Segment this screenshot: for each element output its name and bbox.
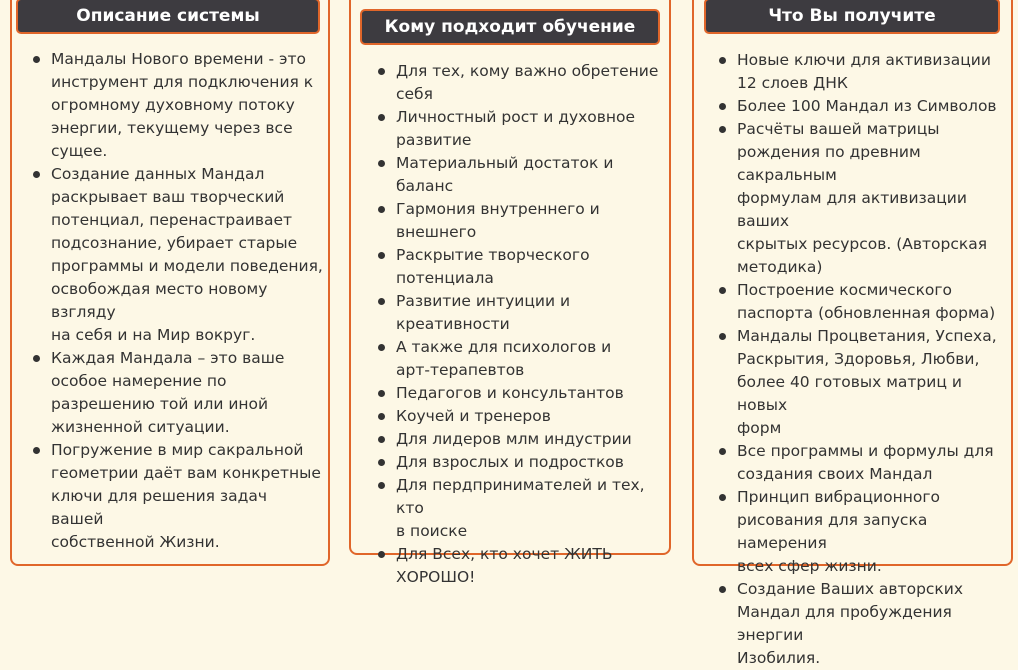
list-item: Погружение в мир сакральной геометрии даёт вам конкретные ключи для решения задач вашей собственной Жизни. — [31, 439, 323, 554]
list-item: Для взрослых и подростков — [376, 451, 666, 474]
list-item: Принцип вибрационного рисования для запуска намерения всех сфер жизни. — [717, 486, 1011, 578]
list-item: Все программы и формулы для создания своих Мандал — [717, 440, 1011, 486]
list-item: Для пердпринимателей и тех, кто в поиске — [376, 474, 666, 543]
list-item: Создание Ваших авторских Мандал для пробуждения энергии Изобилия. — [717, 578, 1011, 670]
list-item: Развитие интуиции и креативности — [376, 290, 666, 336]
list-item: Мандалы Процветания, Успеха, Раскрытия, Здоровья, Любви, более 40 готовых матриц и новых форм — [717, 325, 1011, 440]
list-item: Гармония внутреннего и внешнего — [376, 198, 666, 244]
list-item: Коучей и тренеров — [376, 405, 666, 428]
benefits-card — [692, 0, 1013, 667]
system-description-card — [10, 0, 330, 566]
target-audience-card — [349, 0, 671, 586]
list-item: А также для психологов и арт-терапевтов — [376, 336, 666, 382]
list-item: Педагогов и консультантов — [376, 382, 666, 405]
list-item: Мандалы Нового времени - это инструмент для подключения к огромному духовному потоку энергии, текущему через все сущее. — [31, 48, 323, 163]
list-item: Для Всех, кто хочет ЖИТЬ ХОРОШО! — [376, 543, 666, 589]
list-item: Материальный достаток и баланс — [376, 152, 666, 198]
list-item: Для тех, кому важно обретение себя — [376, 60, 666, 106]
list-item: Более 100 Мандал из Символов — [717, 95, 1011, 118]
target-audience-list — [376, 60, 666, 589]
list-item: Для лидеров млм индустрии — [376, 428, 666, 451]
list-item: Расчёты вашей матрицы рождения по древним сакральным формулам для активизации ваших скрытых ресурсов. (Авторская методика) — [717, 118, 1011, 279]
benefits-title: Что Вы получите — [704, 0, 1000, 34]
list-item: Личностный рост и духовное развитие — [376, 106, 666, 152]
list-item: Каждая Мандала – это ваше особое намерение по разрешению той или иной жизненной ситуации. — [31, 347, 323, 439]
system-description-title: Описание системы — [16, 0, 320, 34]
target-audience-title: Кому подходит обучение — [360, 9, 660, 45]
list-item: Построение космического паспорта (обновленная форма) — [717, 279, 1011, 325]
system-description-list — [31, 48, 323, 554]
list-item: Новые ключи для активизации 12 слоев ДНК — [717, 49, 1011, 95]
list-item: Создание данных Мандал раскрывает ваш творческий потенциал, перенастраивает подсознание, убирает старые программы и модели поведения, освобождая место новому взгляду на себя и на Мир вокруг. — [31, 163, 323, 347]
list-item: Раскрытие творческого потенциала — [376, 244, 666, 290]
benefits-list — [717, 49, 1011, 670]
